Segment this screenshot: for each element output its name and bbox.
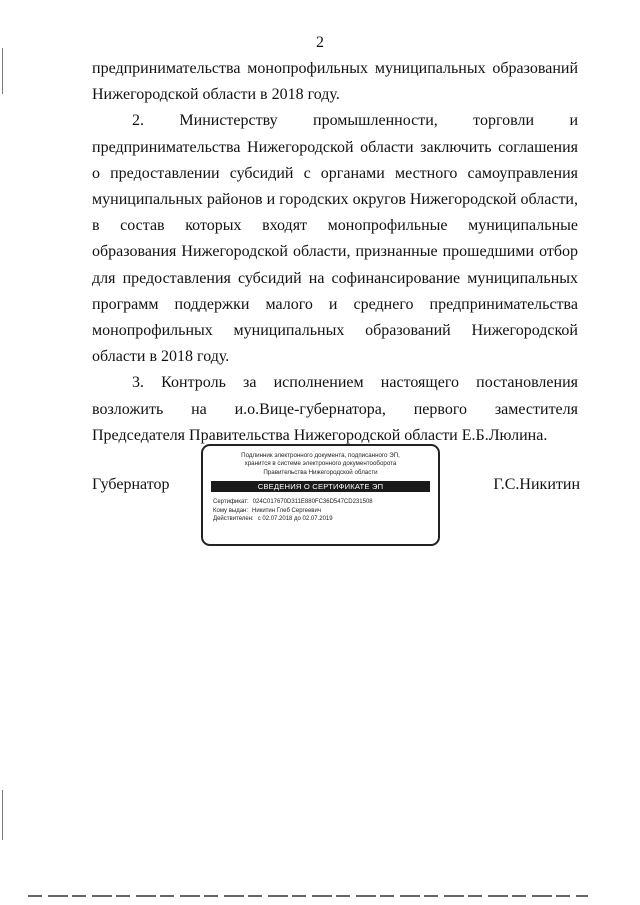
stamp-intro-line: хранится в системе электронного документооборота xyxy=(244,460,397,468)
stamp-intro xyxy=(211,452,430,477)
page-number: 2 xyxy=(316,34,324,51)
bottom-edge-dashes xyxy=(28,895,588,897)
certificate-value: 024C017670D311E880FC36D547CD231508 xyxy=(252,499,373,506)
signatory-position: Губернатор xyxy=(92,476,170,493)
left-margin-mark xyxy=(2,790,3,840)
stamp-issued-to-row xyxy=(213,507,428,516)
validity-label: Действителен: xyxy=(213,516,254,523)
signatory-name: Г.С.Никитин xyxy=(493,476,580,493)
electronic-signature-stamp xyxy=(201,444,440,546)
left-margin-mark xyxy=(2,48,3,94)
validity-value: с 02.07.2018 до 02.07.2019 xyxy=(257,516,333,523)
paragraph-continuation: предпринимательства монопрофильных муниципальных образований Нижегородской области в 2018 году. xyxy=(92,60,578,104)
stamp-intro-line: Подлинник электронного документа, подписанного ЭП, xyxy=(241,452,400,459)
stamp-certificate-row xyxy=(213,498,428,507)
document-body xyxy=(92,56,578,449)
issued-to-value: Никитин Глеб Сергеевич xyxy=(252,507,321,514)
certificate-label: Сертификат: xyxy=(213,499,249,506)
paragraph-item-3: 3. Контроль за исполнением настоящего постановления возложить на и.о.Вице-губернатора, первого заместителя Председателя Правительства Нижегородской области Е.Б.Люлина. xyxy=(92,374,578,444)
paragraph-item-2: 2. Министерству промышленности, торговли и предпринимательства Нижегородской области заключить соглашения о предоставлении субсидий с органами местного самоуправления муниципальных районов и городских округов Нижегородской области, в состав которых входят монопрофильные муниципальные образования Нижегородской области, признанные прошедшими отбор для предоставления субсидий на софинансирование муниципальных программ поддержки малого и среднего предпринимательства монопрофильных муниципальных образований Нижегородской области в 2018 году. xyxy=(92,112,578,366)
stamp-details xyxy=(213,498,428,524)
stamp-validity-row xyxy=(213,515,428,524)
stamp-heading: СВЕДЕНИЯ О СЕРТИФИКАТЕ ЭП xyxy=(211,481,430,492)
stamp-intro-line: Правительства Нижегородской области xyxy=(263,468,378,476)
issued-to-label: Кому выдан: xyxy=(213,507,249,514)
